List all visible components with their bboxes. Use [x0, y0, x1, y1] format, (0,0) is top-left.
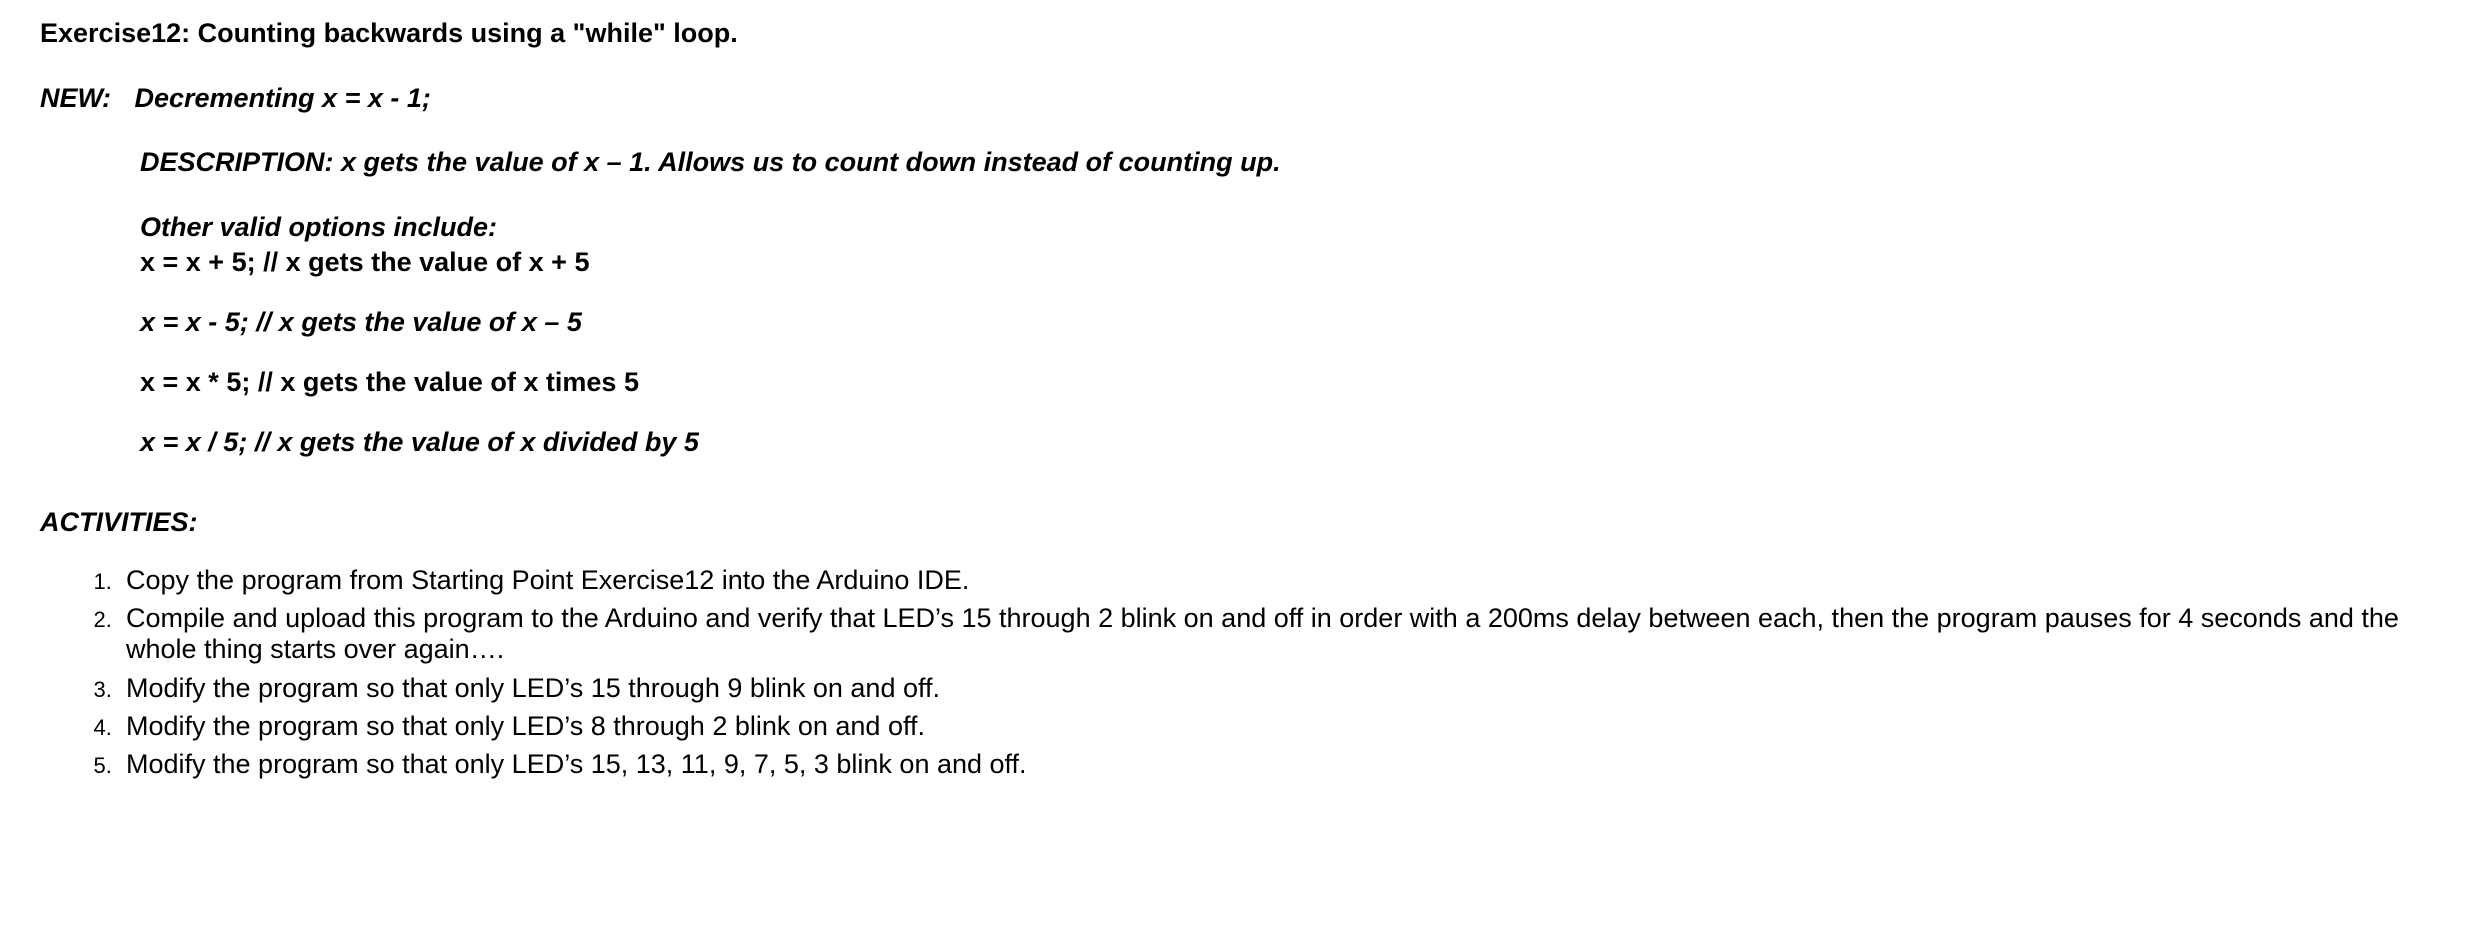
page-title: Exercise12: Counting backwards using a "while" loop.: [40, 18, 738, 48]
expression-line-3: x = x * 5; // x gets the value of x times 5: [140, 367, 639, 398]
description-line: DESCRIPTION: x gets the value of x – 1. Allows us to count down instead of counting up.: [140, 146, 1281, 177]
activities-list: [40, 565, 2438, 781]
new-keyword: NEW:: [40, 82, 111, 113]
list-item: [118, 673, 2438, 704]
list-item: [118, 603, 2438, 666]
new-concept-line: [40, 83, 2438, 115]
activities-label: ACTIVITIES:: [40, 506, 198, 537]
activity-text: Compile and upload this program to the Arduino and verify that LED’s 15 through 2 blink on and off in order with a 200ms delay between each, then the program pauses for 4 seconds and the whole thing starts over again….: [126, 603, 2399, 665]
activity-text: Copy the program from Starting Point Exercise12 into the Arduino IDE.: [126, 564, 970, 595]
expression-line-4: x = x / 5; // x gets the value of x divided by 5: [140, 427, 699, 458]
other-options-label: Other valid options include:: [140, 211, 498, 242]
activity-text: Modify the program so that only LED’s 15 through 9 blink on and off.: [126, 672, 940, 703]
expression-line-2: x = x - 5; // x gets the value of x – 5: [140, 307, 582, 338]
list-item: [118, 565, 2438, 596]
list-item: [118, 711, 2438, 742]
new-statement: Decrementing x = x - 1;: [134, 82, 431, 113]
activity-text: Modify the program so that only LED’s 8 through 2 blink on and off.: [126, 710, 925, 741]
activity-text: Modify the program so that only LED’s 15, 13, 11, 9, 7, 5, 3 blink on and off.: [126, 749, 1027, 780]
expression-line-1: x = x + 5; // x gets the value of x + 5: [140, 247, 590, 278]
list-item: [118, 749, 2438, 780]
